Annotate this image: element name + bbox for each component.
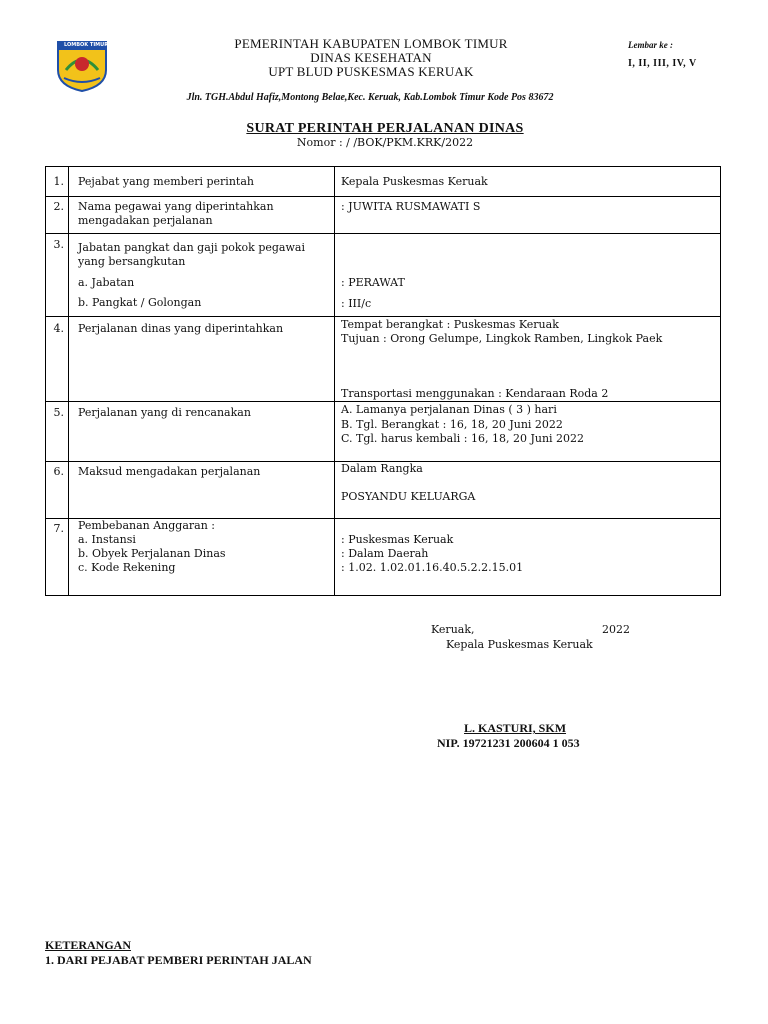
table-divider: [45, 233, 721, 234]
row-value: C. Tgl. harus kembali : 16, 18, 20 Juni 2022: [341, 432, 585, 445]
signatory-name: L. KASTURI, SKM: [464, 721, 567, 735]
table-divider: [45, 316, 721, 317]
table-divider: [45, 401, 721, 402]
row-label: Perjalanan dinas yang diperintahkan: [78, 322, 284, 335]
row-label: yang bersangkutan: [78, 255, 186, 268]
row-label: Pejabat yang memberi perintah: [78, 175, 254, 188]
row-value: POSYANDU KELUARGA: [341, 490, 476, 503]
row-number: 5.: [53, 406, 64, 419]
header-unit: UPT BLUD PUSKESMAS KERUAK: [268, 64, 474, 79]
row-label: Pembebanan Anggaran :: [78, 519, 215, 532]
row-number: 1.: [53, 175, 64, 188]
notes-item: 1. DARI PEJABAT PEMBERI PERINTAH JALAN: [45, 953, 312, 967]
table-divider: [334, 166, 335, 596]
row-value: : Dalam Daerah: [341, 547, 429, 560]
signature-place: Keruak,: [431, 623, 475, 636]
row-label: Maksud mengadakan perjalanan: [78, 465, 261, 478]
signature-year: 2022: [602, 623, 630, 636]
notes-heading: KETERANGAN: [45, 938, 132, 952]
row-sublabel: b. Pangkat / Golongan: [78, 296, 202, 309]
row-value: Tempat berangkat : Puskesmas Keruak: [341, 318, 559, 331]
signatory-nip: NIP. 19721231 200604 1 053: [437, 736, 580, 750]
row-value: : Puskesmas Keruak: [341, 533, 454, 546]
row-sublabel: a. Instansi: [78, 533, 136, 546]
row-value: A. Lamanya perjalanan Dinas ( 3 ) hari: [341, 403, 557, 416]
row-label: mengadakan perjalanan: [78, 214, 213, 227]
row-number: 7.: [53, 522, 64, 535]
row-value: Tujuan : Orong Gelumpe, Lingkok Ramben, Lingkok Paek: [341, 332, 663, 345]
header-address: Jln. TGH.Abdul Hafiz,Montong Belae,Kec. Keruak, Kab.Lombok Timur Kode Pos 83672: [186, 92, 554, 103]
signature-position: Kepala Puskesmas Keruak: [446, 638, 593, 651]
row-label: Nama pegawai yang diperintahkan: [78, 200, 274, 213]
row-sublabel: c. Kode Rekening: [78, 561, 176, 574]
row-value: Transportasi menggunakan : Kendaraan Roda 2: [341, 387, 609, 400]
row-value: : III/c: [341, 297, 372, 310]
table-divider: [45, 196, 721, 197]
row-number: 3.: [53, 238, 64, 251]
header-government: PEMERINTAH KABUPATEN LOMBOK TIMUR: [234, 36, 508, 51]
table-divider: [68, 166, 69, 596]
row-sublabel: a. Jabatan: [78, 276, 135, 289]
row-number: 6.: [53, 465, 64, 478]
row-value: B. Tgl. Berangkat : 16, 18, 20 Juni 2022: [341, 418, 563, 431]
document-title: SURAT PERINTAH PERJALANAN DINAS: [246, 121, 524, 136]
document-number: Nomor : / /BOK/PKM.KRK/2022: [296, 136, 474, 149]
row-label: Perjalanan yang di rencanakan: [78, 406, 251, 419]
row-number: 2.: [53, 200, 64, 213]
row-sublabel: b. Obyek Perjalanan Dinas: [78, 547, 226, 560]
header-department: DINAS KESEHATAN: [310, 50, 432, 65]
lembar-label: Lembar ke :: [628, 40, 673, 50]
row-label: Jabatan pangkat dan gaji pokok pegawai: [78, 241, 305, 254]
logo-caption: LOMBOK TIMUR: [64, 42, 109, 48]
row-value: : 1.02. 1.02.01.16.40.5.2.2.15.01: [341, 561, 524, 574]
row-value: : JUWITA RUSMAWATI S: [341, 200, 481, 213]
row-value: Dalam Rangka: [341, 462, 423, 475]
lembar-values: I, II, III, IV, V: [628, 58, 697, 69]
row-value: Kepala Puskesmas Keruak: [341, 175, 488, 188]
row-number: 4.: [53, 322, 64, 335]
row-value: : PERAWAT: [341, 276, 405, 289]
lombok-timur-logo: [54, 36, 110, 92]
